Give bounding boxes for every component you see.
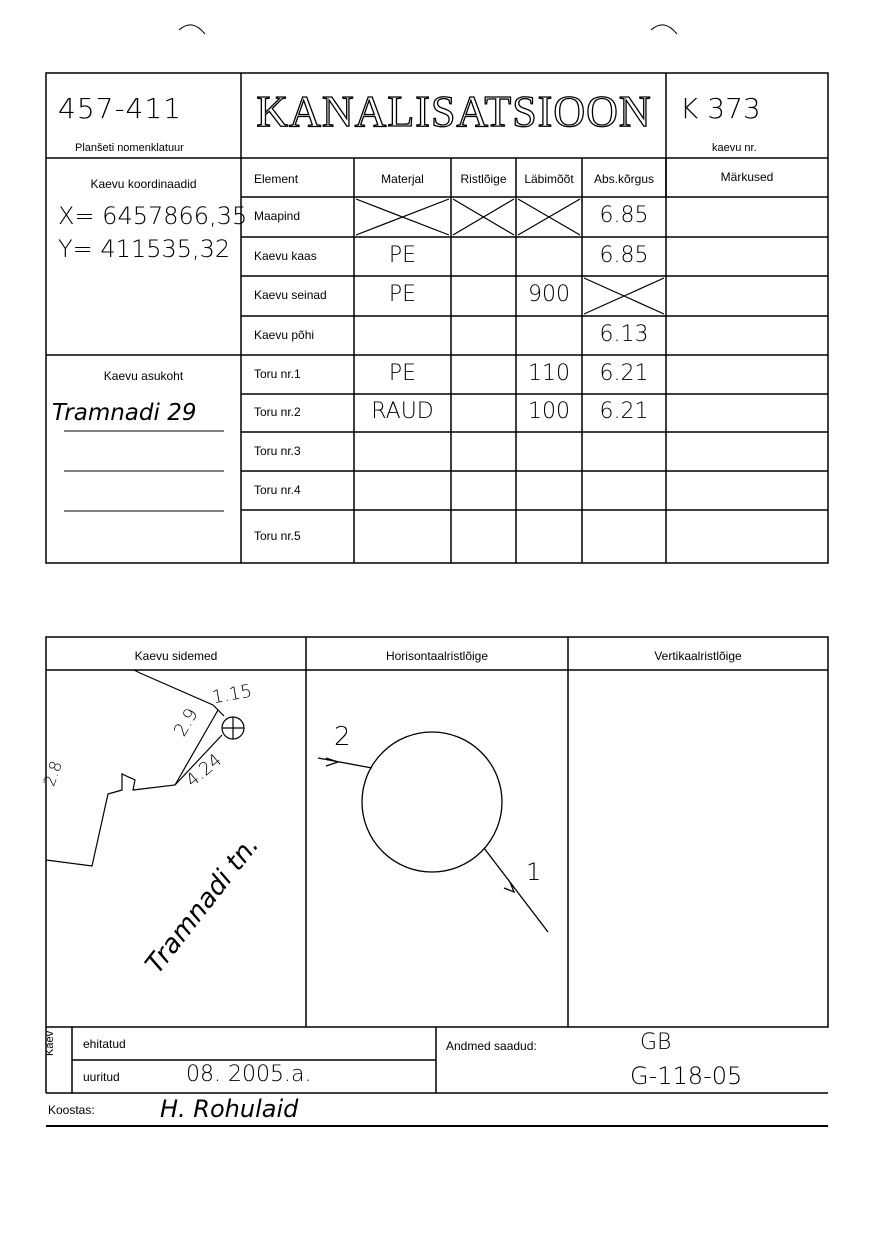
row-element-label: Kaevu seinad — [254, 288, 327, 302]
row-value-abs: 6.85 — [599, 243, 649, 268]
page-title: KANALISATSIOON — [256, 87, 652, 136]
coordinate-y: Y= 411535,32 — [58, 235, 231, 263]
tie-label: 1.15 — [210, 680, 254, 709]
data-source-label: Andmed saadud: — [446, 1039, 537, 1053]
author-value: H. Rohulaid — [160, 1095, 299, 1123]
street-label: Tramnadi tn. — [139, 830, 266, 980]
row-value-material: PE — [388, 282, 417, 307]
row-value-material: RAUD — [371, 399, 434, 424]
coordinate-x: X= 6457866,35 — [58, 202, 248, 230]
col-header-notes: Märkused — [720, 170, 774, 184]
col-header-abs-height: Abs.kõrgus — [593, 172, 655, 186]
col-header-cross-section: Ristlõige — [460, 172, 507, 186]
well-number-label: kaevu nr. — [712, 142, 757, 154]
tie-label: 4.24 — [181, 749, 227, 792]
coordinates-label: Kaevu koordinaadid — [90, 177, 197, 191]
surveyed-label: uuritud — [83, 1070, 120, 1084]
col-header-element: Element — [254, 172, 299, 186]
row-value-abs: 6.21 — [599, 361, 649, 386]
row-value-abs: 6.13 — [599, 322, 649, 347]
ties-header: Kaevu sidemed — [134, 649, 218, 663]
row-element-label: Toru nr.2 — [254, 405, 301, 419]
row-element-label: Toru nr.1 — [254, 367, 301, 381]
col-header-material: Materjal — [381, 172, 424, 186]
location-value: Tramnadi 29 — [52, 400, 197, 426]
row-value-diameter: 100 — [528, 399, 570, 424]
tie-label: 2.8 — [39, 758, 67, 789]
row-element-label: Kaevu kaas — [254, 249, 317, 263]
row-element-label: Maapind — [254, 209, 301, 223]
row-value-material: PE — [388, 361, 417, 386]
row-value-material: PE — [388, 243, 417, 268]
row-element-label: Toru nr.3 — [254, 444, 301, 458]
well-number-value: K 373 — [680, 92, 761, 125]
surveyed-date: 08. 2005.a. — [186, 1062, 312, 1087]
horizontal-section-header: Horisontaalristlõige — [385, 649, 489, 663]
location-label: Kaevu asukoht — [103, 369, 184, 383]
horizontal-section-sketch — [318, 732, 548, 932]
author-label: Koostas: — [48, 1103, 95, 1117]
row-value-diameter: 900 — [528, 282, 570, 307]
vertical-section-header: Vertikaalristlõige — [654, 649, 742, 663]
row-element-label: Kaevu põhi — [254, 328, 315, 342]
punch-hole-right — [651, 25, 677, 34]
row-value-abs: 6.85 — [599, 203, 649, 228]
nomenclature-value: 457-411 — [58, 92, 182, 125]
pipe-label: 1 — [526, 858, 542, 886]
pipe-label: 2 — [334, 722, 351, 752]
data-source-code: G-118-05 — [630, 1062, 743, 1090]
row-element-label: Toru nr.5 — [254, 529, 301, 543]
nomenclature-label: Planšeti nomenklatuur — [75, 142, 184, 154]
data-source-value: GB — [640, 1030, 672, 1055]
row-value-abs: 6.21 — [599, 399, 649, 424]
tie-label: 2.9 — [170, 704, 203, 741]
row-element-label: Toru nr.4 — [254, 483, 301, 497]
col-header-diameter: Läbimõõt — [524, 172, 574, 186]
row-value-diameter: 110 — [528, 361, 570, 386]
well-side-label: Kaev — [44, 1030, 56, 1056]
punch-hole-left — [179, 25, 205, 34]
built-label: ehitatud — [83, 1037, 126, 1051]
